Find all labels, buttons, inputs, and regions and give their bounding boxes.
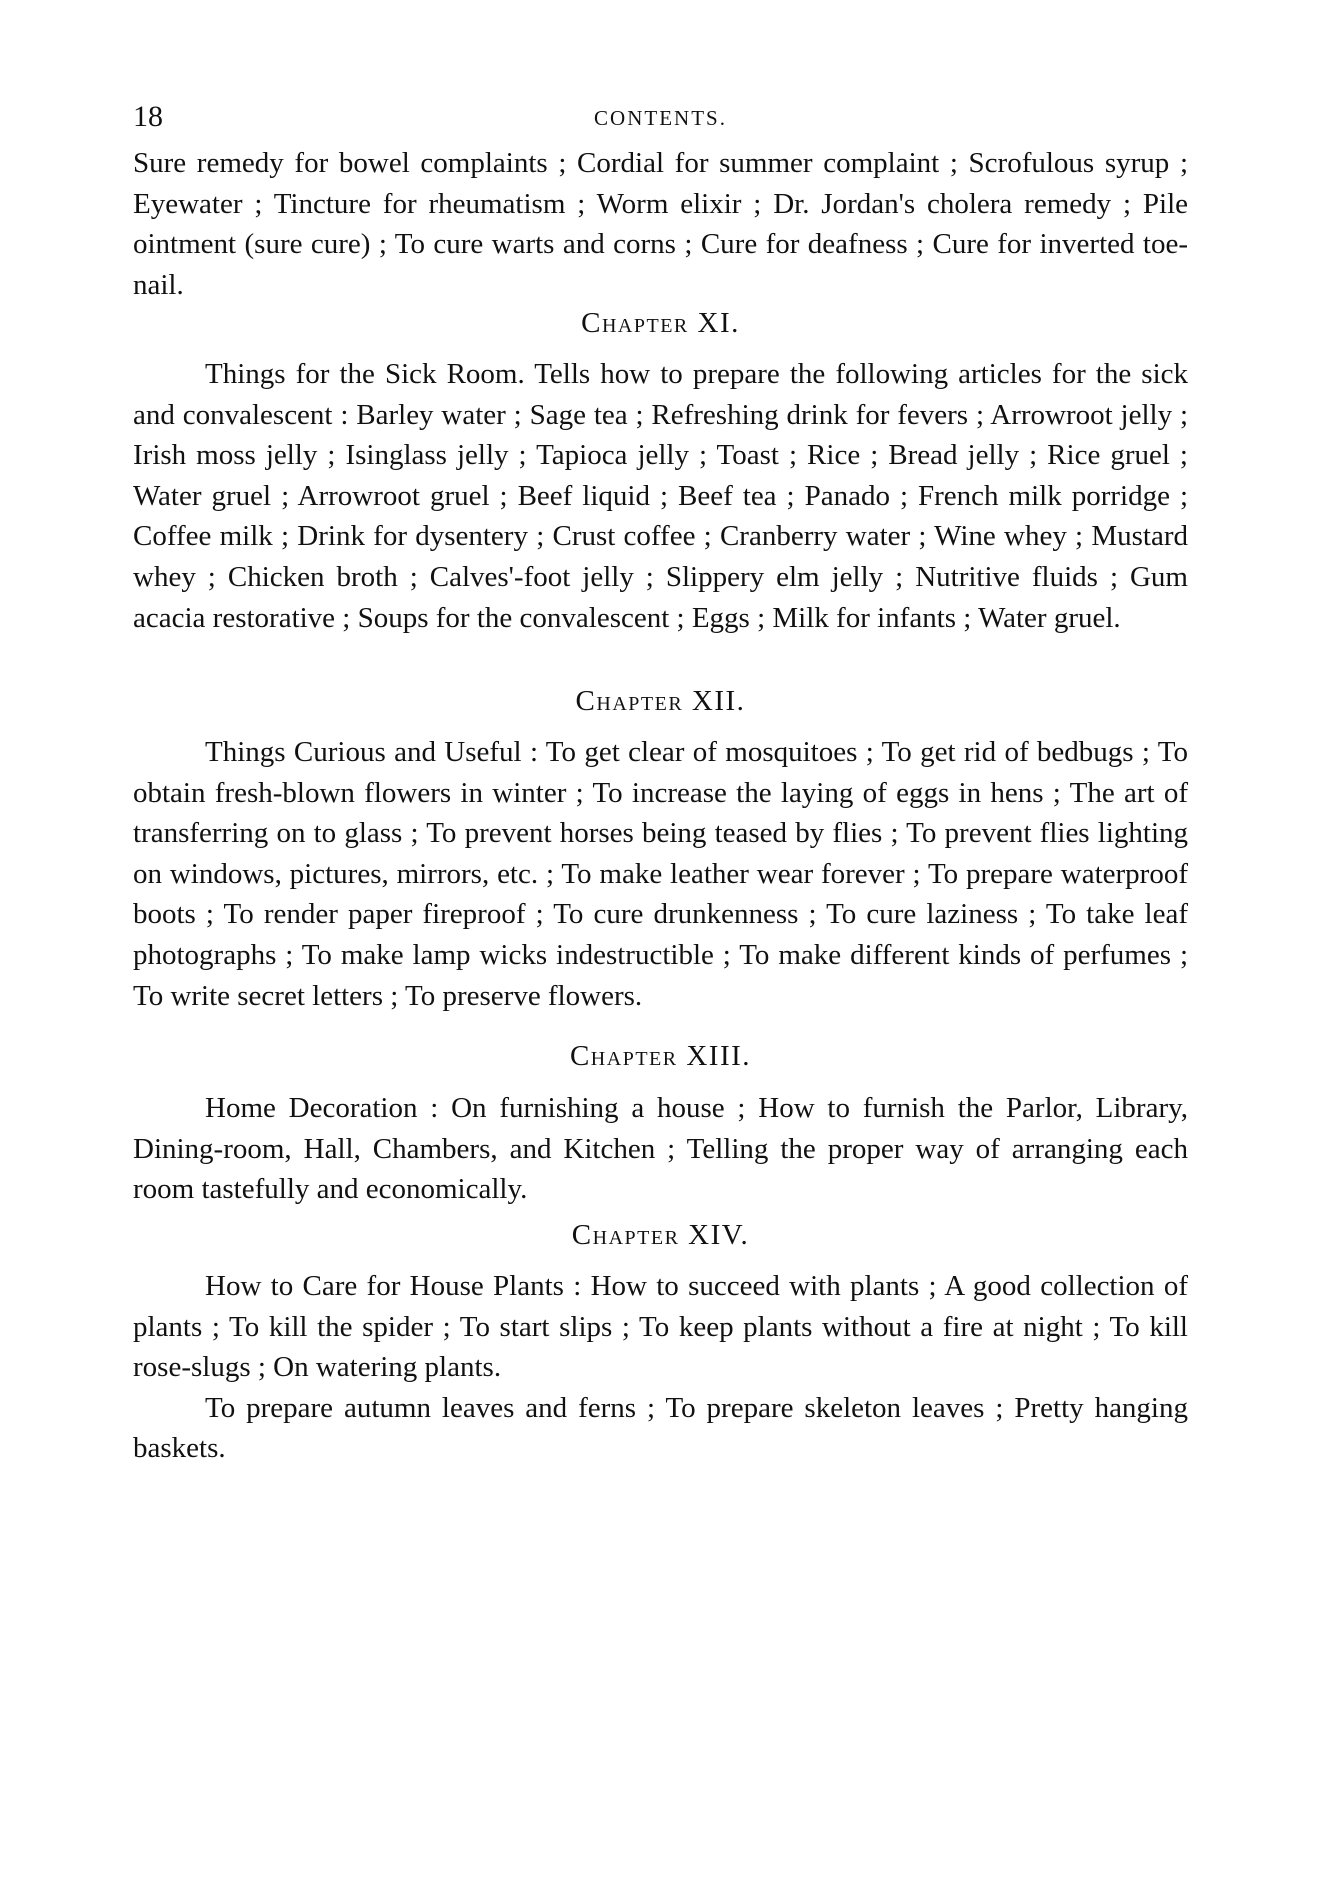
intro-paragraph-block bbox=[133, 143, 1188, 305]
chapter-xiv-body bbox=[133, 1266, 1188, 1469]
chapter-xiii-body bbox=[133, 1088, 1188, 1210]
chapter-xi-paragraph: Things for the Sick Room. Tells how to prepare the following articles for the sick and convalescent : Barley water ; Sage tea ; Refreshing drink for fevers ; Arrowroot jelly ; Irish moss jelly ; Isinglass jelly ; Tapioca jelly ; Toast ; Rice ; Bread jelly ; Rice gruel ; Water gruel ; Arrowroot gruel ; Beef liquid ; Beef tea ; Panado ; French milk porridge ; Coffee milk ; Drink for dysentery ; Crust coffee ; Cranberry water ; Wine whey ; Mustard whey ; Chicken broth ; Calves'-foot jelly ; Slippery elm jelly ; Nutritive fluids ; Gum acacia restorative ; Soups for the convalescent ; Eggs ; Milk for infants ; Water gruel. bbox=[133, 358, 1188, 634]
chapter-xii-paragraph: Things Curious and Useful : To get clear of mosquitoes ; To get rid of bedbugs ; To obtain fresh-blown flowers in winter ; To increase the laying of eggs in hens ; The art of transferring on to glass ; To prevent horses being teased by flies ; To prevent flies lighting on windows, pictures, mirrors, etc. ; To make leather wear forever ; To prepare waterproof boots ; To render paper fireproof ; To cure drunkenness ; To cure laziness ; To take leaf photographs ; To make lamp wicks indestructible ; To make different kinds of perfumes ; To write secret letters ; To preserve flowers. bbox=[133, 736, 1188, 1012]
page-header bbox=[133, 100, 1188, 140]
chapter-xiv-paragraph-1: How to Care for House Plants : How to succeed with plants ; A good collection of plants ; To kill the spider ; To start slips ; To keep plants without a fire at night ; To kill rose-slugs ; On watering plants. bbox=[133, 1270, 1188, 1384]
page-number: 18 bbox=[133, 100, 163, 133]
chapter-xiv-paragraph-2: To prepare autumn leaves and ferns ; To prepare skeleton leaves ; Pretty hanging baskets. bbox=[133, 1391, 1188, 1465]
chapter-heading-xiii: Chapter XIII. bbox=[569, 1040, 752, 1072]
running-head: CONTENTS. bbox=[594, 106, 727, 130]
chapter-heading-xiv: Chapter XIV. bbox=[571, 1219, 750, 1251]
chapter-heading-xi: Chapter XI. bbox=[581, 307, 740, 339]
chapter-xii-body bbox=[133, 732, 1188, 1016]
intro-paragraph: Sure remedy for bowel complaints ; Cordial for summer complaint ; Scrofulous syrup ; Eyewater ; Tincture for rheumatism ; Worm elixir ; Dr. Jordan's cholera remedy ; Pile ointment (sure cure) ; To cure warts and corns ; Cure for deafness ; Cure for inverted toe-nail. bbox=[133, 147, 1188, 301]
chapter-xiii-paragraph: Home Decoration : On furnishing a house ; How to furnish the Parlor, Library, Dining-room, Hall, Chambers, and Kitchen ; Telling the proper way of arranging each room tastefully and economically. bbox=[133, 1092, 1188, 1206]
chapter-xi-body bbox=[133, 354, 1188, 638]
chapter-heading-xii: Chapter XII. bbox=[575, 685, 746, 717]
